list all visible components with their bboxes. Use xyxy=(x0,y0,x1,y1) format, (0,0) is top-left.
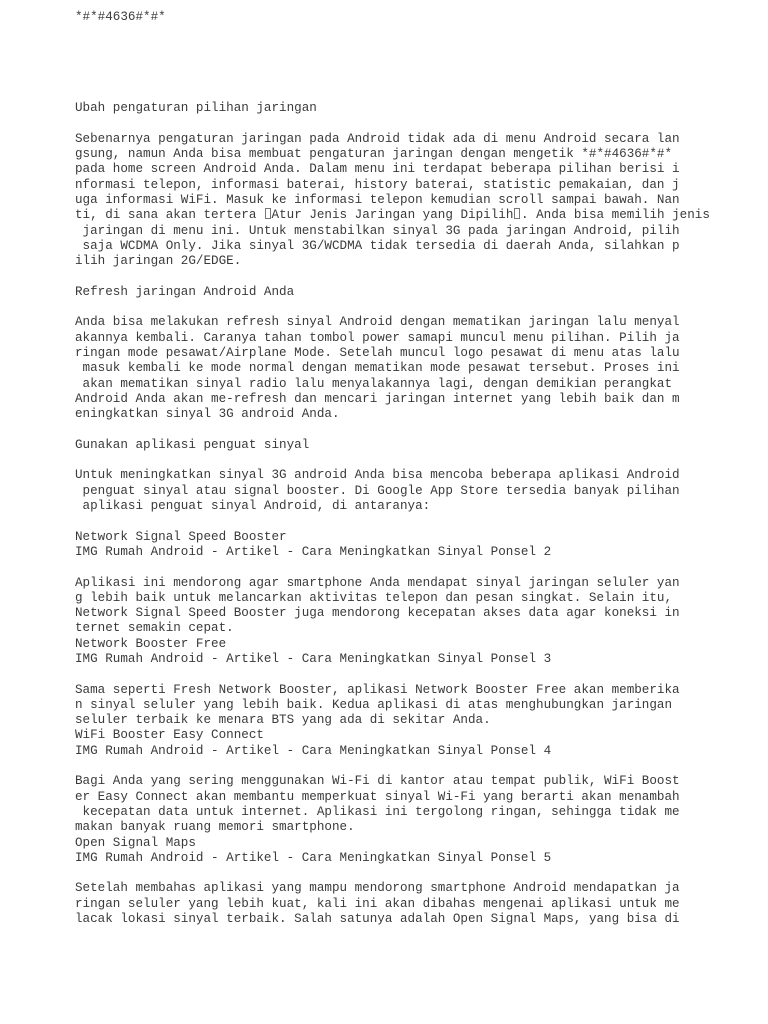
app-name: Open Signal Maps xyxy=(75,835,196,850)
text-line: lacak lokasi sinyal terbaik. Salah satunya adalah Open Signal Maps, yang bisa di xyxy=(75,912,680,927)
app-name: WiFi Booster Easy Connect xyxy=(75,728,264,743)
text-line: pada home screen Android Anda. Dalam menu ini terdapat beberapa pilihan berisi i xyxy=(75,162,680,177)
text-line: akan mematikan sinyal radio lalu menyalakannya lagi, dengan demikian perangkat xyxy=(75,376,673,391)
section-heading: Ubah pengaturan pilihan jaringan xyxy=(75,101,317,116)
text-line: seluler terbaik ke menara BTS yang ada di sekitar Anda. xyxy=(75,713,491,728)
missing-glyph-icon xyxy=(514,208,520,219)
image-caption: IMG Rumah Android - Artikel - Cara Meningkatkan Sinyal Ponsel 4 xyxy=(75,743,552,758)
text-fragment: . Anda bisa memilih jenis xyxy=(520,208,710,223)
text-line: saja WCDMA Only. Jika sinyal 3G/WCDMA tidak tersedia di daerah Anda, silahkan p xyxy=(75,238,680,253)
text-line: Setelah membahas aplikasi yang mampu mendorong smartphone Android mendapatkan ja xyxy=(75,881,680,896)
paragraph xyxy=(75,576,755,637)
text-line: Sama seperti Fresh Network Booster, aplikasi Network Booster Free akan memberika xyxy=(75,682,680,697)
text-line: akannya kembali. Caranya tahan tombol power samapi muncul menu pilihan. Pilih ja xyxy=(75,330,680,345)
section-heading: Refresh jaringan Android Anda xyxy=(75,284,295,299)
text-line: Android Anda akan me-refresh dan mencari jaringan internet yang lebih baik dan m xyxy=(75,391,680,406)
text-line: aplikasi penguat sinyal Android, di antaranya: xyxy=(75,499,431,514)
text-line: jaringan di menu ini. Untuk menstabilkan sinyal 3G pada jaringan Android, pilih xyxy=(75,223,680,238)
text-line: ringan seluler yang lebih kuat, kali ini akan dibahas mengenai aplikasi untuk me xyxy=(75,896,680,911)
image-caption: IMG Rumah Android - Artikel - Cara Meningkatkan Sinyal Ponsel 5 xyxy=(75,850,552,865)
text-line: penguat sinyal atau signal booster. Di Google App Store tersedia banyak pilihan xyxy=(75,483,680,498)
text-line: masuk kembali ke mode normal dengan mematikan mode pesawat tersebut. Proses ini xyxy=(75,361,680,376)
text-line: nformasi telepon, informasi baterai, history baterai, statistic pemakaian, dan j xyxy=(75,177,680,192)
paragraph xyxy=(75,468,755,514)
section-heading: Gunakan aplikasi penguat sinyal xyxy=(75,437,310,452)
document-page xyxy=(75,10,755,927)
text-line: Sebenarnya pengaturan jaringan pada Android tidak ada di menu Android secara lan xyxy=(75,131,680,146)
text-line: eningkatkan sinyal 3G android Anda. xyxy=(75,407,340,422)
text-line: kecepatan data untuk internet. Aplikasi ini tergolong ringan, sehingga tidak me xyxy=(75,804,680,819)
text-line: Bagi Anda yang sering menggunakan Wi-Fi di kantor atau tempat publik, WiFi Boost xyxy=(75,774,680,789)
paragraph xyxy=(75,683,755,729)
text-line: uga informasi WiFi. Masuk ke informasi telepon kemudian scroll sampai bawah. Nan xyxy=(75,193,680,208)
image-caption: IMG Rumah Android - Artikel - Cara Meningkatkan Sinyal Ponsel 3 xyxy=(75,651,552,666)
quoted-setting-name: Atur Jenis Jaringan yang Dipilih xyxy=(271,208,514,223)
missing-glyph-icon xyxy=(265,208,271,219)
text-line: Network Signal Speed Booster juga mendorong kecepatan akses data agar koneksi in xyxy=(75,606,680,621)
text-line: ringan mode pesawat/Airplane Mode. Setelah muncul logo pesawat di menu atas lalu xyxy=(75,346,680,361)
app-name: Network Signal Speed Booster xyxy=(75,529,287,544)
text-line: makan banyak ruang memori smartphone. xyxy=(75,820,355,835)
text-line: g lebih baik untuk melancarkan aktivitas telepon dan pesan singkat. Selain itu, xyxy=(75,590,673,605)
code-header: *#*#4636#*#* xyxy=(75,10,166,24)
text-line: ternet semakin cepat. xyxy=(75,621,234,636)
text-line: Anda bisa melakukan refresh sinyal Android dengan mematikan jaringan lalu menyal xyxy=(75,315,680,330)
paragraph xyxy=(75,881,755,927)
paragraph xyxy=(75,315,755,422)
text-line: gsung, namun Anda bisa membuat pengaturan jaringan dengan mengetik *#*#4636#*#* xyxy=(75,147,673,162)
text-line: er Easy Connect akan membantu memperkuat sinyal Wi-Fi yang berarti akan menambah xyxy=(75,789,680,804)
text-line: n sinyal seluler yang lebih baik. Kedua aplikasi di atas menghubungkan jaringan xyxy=(75,697,673,712)
app-name: Network Booster Free xyxy=(75,636,227,651)
image-caption: IMG Rumah Android - Artikel - Cara Meningkatkan Sinyal Ponsel 2 xyxy=(75,544,552,559)
text-fragment: ti, di sana akan tertera xyxy=(75,208,264,223)
paragraph xyxy=(75,132,755,270)
paragraph xyxy=(75,774,755,835)
text-line: ilih jaringan 2G/EDGE. xyxy=(75,254,242,269)
text-line: Aplikasi ini mendorong agar smartphone Anda mendapat sinyal jaringan seluler yan xyxy=(75,575,680,590)
text-line: Untuk meningkatkan sinyal 3G android Anda bisa mencoba beberapa aplikasi Android xyxy=(75,468,680,483)
text-line xyxy=(75,208,755,223)
